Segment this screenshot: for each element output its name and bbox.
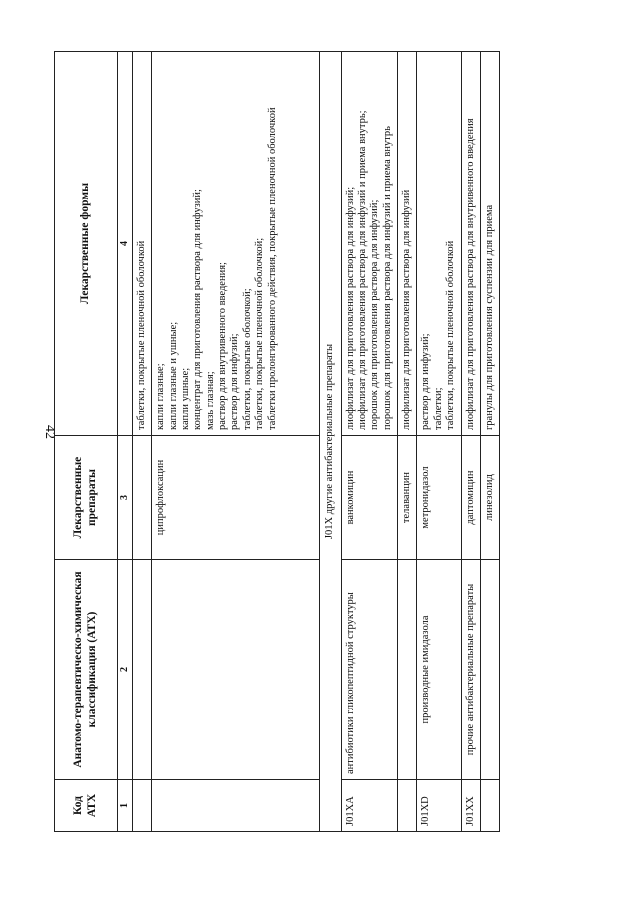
cell-atc [480,560,499,780]
column-number-row [118,52,133,832]
dosage-form-line: гранулы для приготовления суспензии для приема [483,204,495,430]
cell-forms [341,52,398,436]
cell-code: J01XD [417,780,461,832]
cell-drug [132,436,151,560]
cell-forms [480,52,499,436]
table-row [152,52,320,832]
cell-forms [132,52,151,436]
cell-forms [417,52,461,436]
cell-drug: ванкомицин [341,436,398,560]
cell-atc [132,560,151,780]
dosage-form-line: лиофилизат для приготовления раствора для инфузий; [344,186,356,430]
dosage-form-line: таблетки, покрытые пленочной оболочкой; [254,237,266,430]
dosage-form-line: порошок для приготовления раствора для инфузий и приема внутрь [381,126,393,430]
cell-drug: ципрофлоксацин [152,436,320,560]
dosage-form-line: порошок для приготовления раствора для инфузий; [369,199,381,430]
table-row [320,52,341,832]
cell-atc [152,560,320,780]
cell-code [152,780,320,832]
cell-forms [152,52,320,436]
dosage-form-line: таблетки; [432,387,444,430]
table-row [341,52,398,832]
cell-forms [398,52,417,436]
dosage-form-line: раствор для инфузий; [229,333,241,430]
column-number-2: 2 [118,560,133,780]
dosage-form-line: раствор для инфузий; [420,333,432,430]
table-row [480,52,499,832]
cell-forms [461,52,480,436]
header-drugs: Лекарственные препараты [55,436,118,560]
dosage-form-line: лиофилизат для приготовления раствора для инфузий [401,189,413,430]
dosage-form-line: раствор для внутривенного введения; [217,262,229,430]
cell-drug: метронидазол [417,436,461,560]
cell-atc: прочие антибактериальные препараты [461,560,480,780]
dosage-form-line: концентрат для приготовления раствора для инфузий; [192,189,204,430]
cell-code: J01XA [341,780,398,832]
drug-classification-table [54,51,500,832]
header-row [55,52,118,832]
table-row [417,52,461,832]
dosage-form-line: мазь глазная; [204,371,216,430]
cell-atc: производные имидазола [417,560,461,780]
column-number-1: 1 [118,780,133,832]
column-number-4: 4 [118,52,133,436]
header-code: Код АТХ [55,780,118,832]
table-row [398,52,417,832]
cell-atc: антибиотики гликопептидной структуры [341,560,398,780]
cell-code [398,780,417,832]
dosage-form-line: таблетки, покрытые оболочкой; [241,288,253,430]
dosage-form-line: лиофилизат для приготовления раствора для внутривенного введения [464,118,476,430]
dosage-form-line: капли глазные и ушные; [167,321,179,430]
dosage-form-line: таблетки, покрытые пленочной оболочкой [135,240,147,430]
cell-code [480,780,499,832]
cell-drug: телаванцин [398,436,417,560]
header-forms: Лекарственные формы [55,52,118,436]
column-number-3: 3 [118,436,133,560]
dosage-form-line: лиофилизат для приготовления раствора для инфузий и приема внутрь; [356,110,368,430]
group-heading: J01X другие антибактериальные препараты [320,52,341,832]
dosage-form-line: таблетки, покрытые пленочной оболочкой [445,240,457,430]
header-atc: Анатомо-терапевтическо-химическая классификация (АТХ) [55,560,118,780]
dosage-form-line: таблетки пролонгированного действия, покрытые пленочной оболочкой [266,107,278,430]
cell-drug: линезолид [480,436,499,560]
table-row [461,52,480,832]
page-number: 42 [42,425,57,439]
dosage-form-line: капли глазные; [155,363,167,430]
drug-table-rotated [54,52,546,832]
cell-atc [398,560,417,780]
cell-code [132,780,151,832]
cell-drug: даптомицин [461,436,480,560]
table-row [132,52,151,832]
cell-code: J01XX [461,780,480,832]
dosage-form-line: капли ушные; [179,367,191,430]
